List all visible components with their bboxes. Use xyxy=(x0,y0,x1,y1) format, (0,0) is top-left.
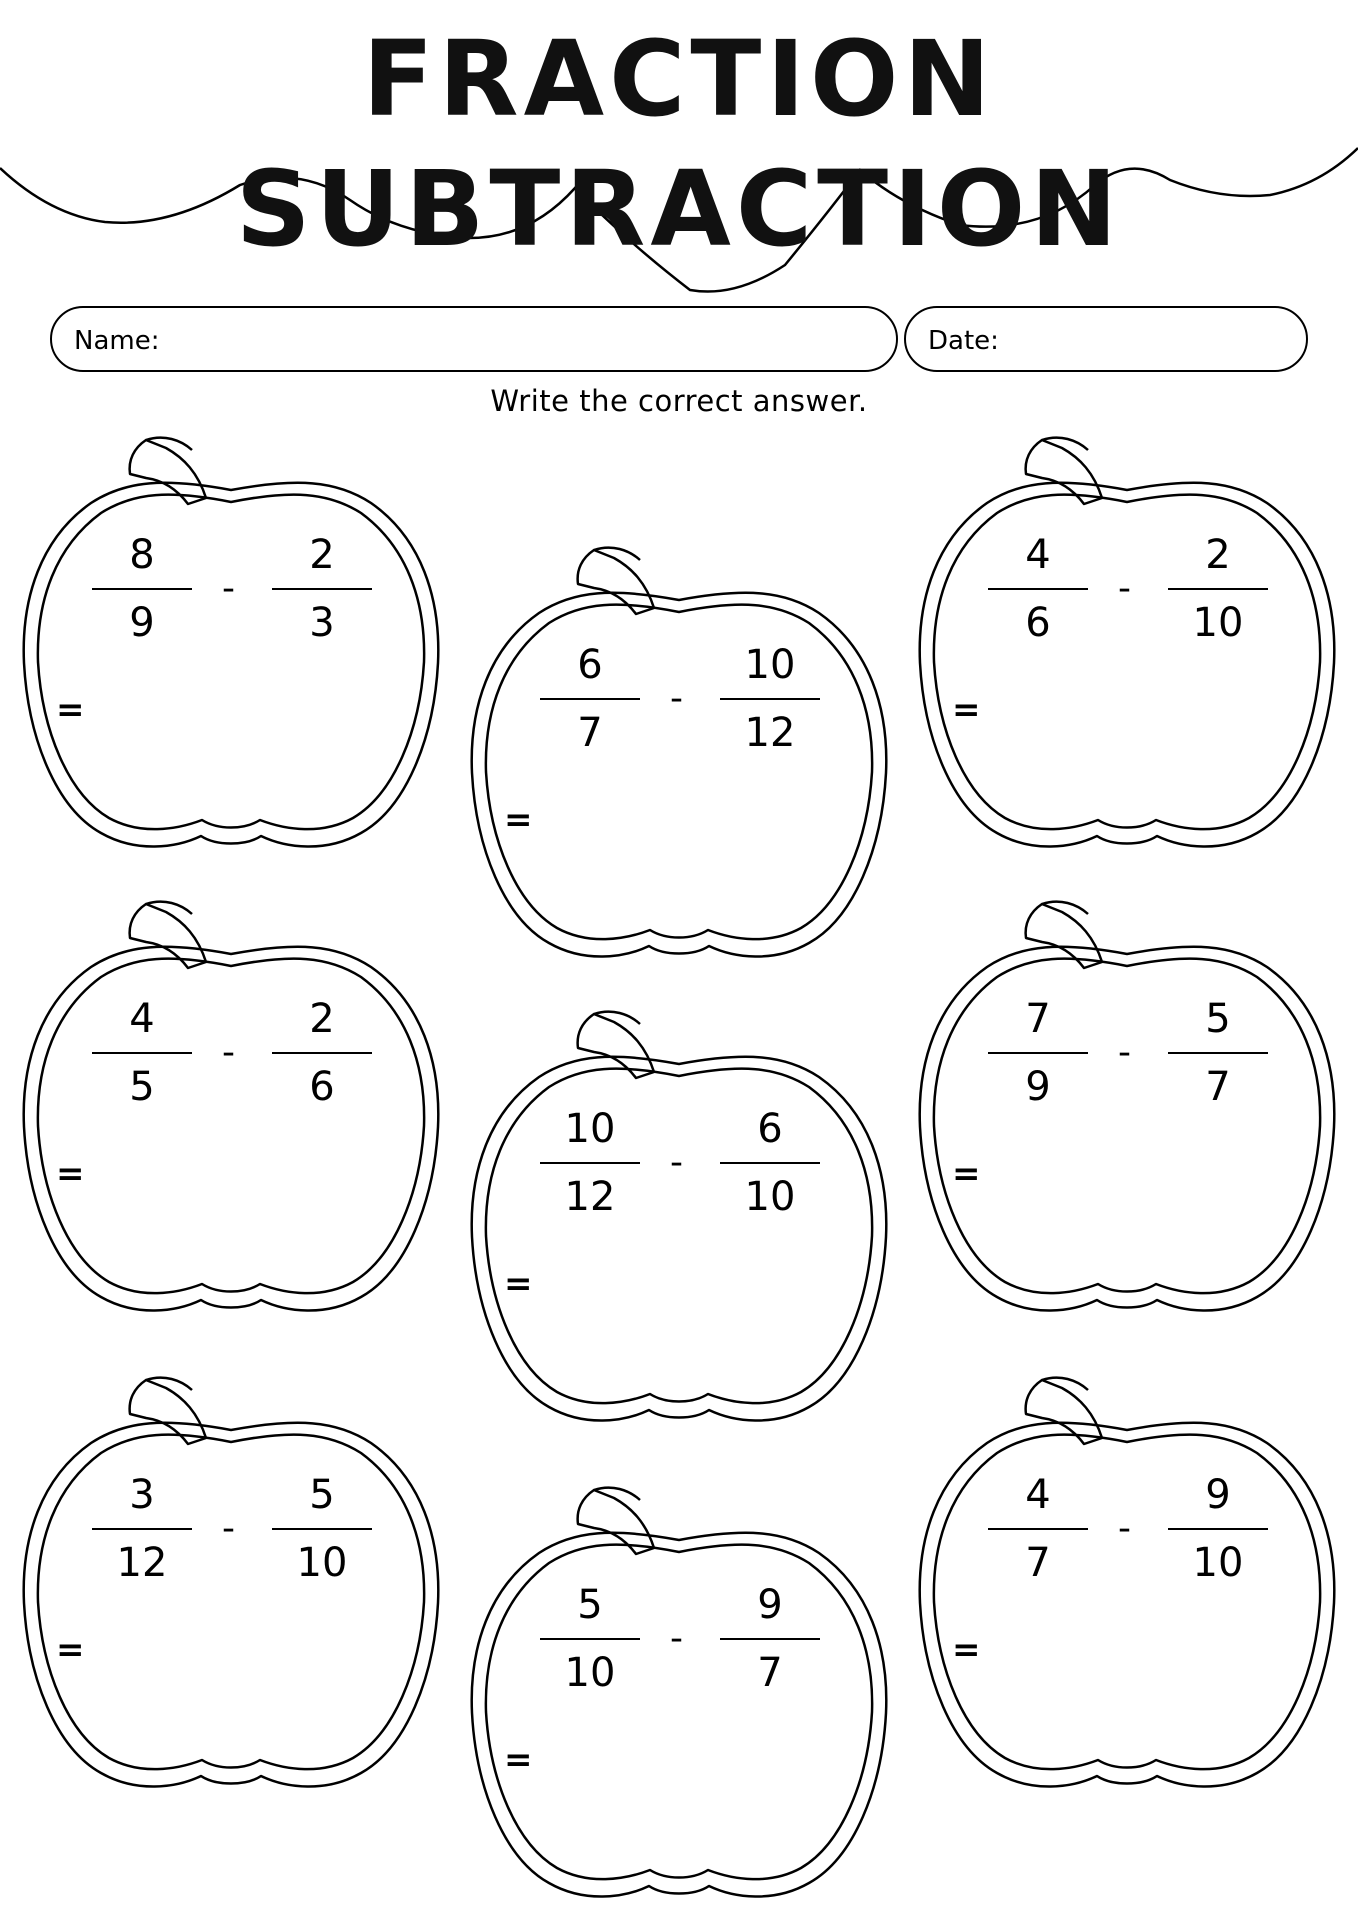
equals-sign: = xyxy=(952,1154,981,1194)
instruction-text: Write the correct answer. xyxy=(490,384,868,418)
fraction-bar xyxy=(540,1162,640,1164)
first-fraction xyxy=(92,1472,192,1586)
first-fraction xyxy=(540,1106,640,1220)
minus-sign: - xyxy=(670,678,683,719)
second-fraction xyxy=(272,996,372,1110)
first-fraction xyxy=(92,996,192,1110)
problem-card xyxy=(464,538,894,978)
second-numerator: 2 xyxy=(309,532,335,578)
answer-input[interactable] xyxy=(992,1150,1196,1202)
fraction-bar xyxy=(92,1052,192,1054)
fraction-bar xyxy=(720,698,820,700)
pumpkin-outline xyxy=(912,1368,1342,1808)
second-denominator: 12 xyxy=(744,710,796,756)
fraction-bar xyxy=(272,1052,372,1054)
first-fraction xyxy=(540,1582,640,1696)
first-denominator: 9 xyxy=(1025,1064,1051,1110)
answer-input[interactable] xyxy=(544,1736,748,1788)
fraction-bar xyxy=(540,1638,640,1640)
answer-input[interactable] xyxy=(96,1626,300,1678)
first-denominator: 9 xyxy=(129,600,155,646)
fraction-bar xyxy=(1168,1052,1268,1054)
name-input[interactable] xyxy=(164,318,868,364)
minus-sign: - xyxy=(222,1032,235,1073)
minus-sign: - xyxy=(670,1618,683,1659)
second-denominator: 3 xyxy=(309,600,335,646)
minus-sign: - xyxy=(1118,568,1131,609)
second-denominator: 10 xyxy=(1192,600,1244,646)
second-fraction xyxy=(272,532,372,646)
first-numerator: 8 xyxy=(129,532,155,578)
second-denominator: 6 xyxy=(309,1064,335,1110)
first-numerator: 3 xyxy=(129,1472,155,1518)
second-fraction xyxy=(720,642,820,756)
page-title: FRACTION SUBTRACTION xyxy=(235,18,1123,270)
pumpkin-outline xyxy=(464,538,894,978)
equals-sign: = xyxy=(56,1630,85,1670)
first-denominator: 7 xyxy=(1025,1540,1051,1586)
fraction-bar xyxy=(272,588,372,590)
answer-input[interactable] xyxy=(992,686,1196,738)
pumpkin-outline xyxy=(16,892,446,1332)
first-denominator: 5 xyxy=(129,1064,155,1110)
problem-card xyxy=(16,428,446,868)
header xyxy=(0,0,1358,300)
pumpkin-outline xyxy=(16,428,446,868)
equals-sign: = xyxy=(504,800,533,840)
problem-card xyxy=(16,1368,446,1808)
first-numerator: 4 xyxy=(1025,532,1051,578)
equals-sign: = xyxy=(504,1740,533,1780)
minus-sign: - xyxy=(670,1142,683,1183)
fraction-bar xyxy=(1168,1528,1268,1530)
problem-card xyxy=(912,892,1342,1332)
pumpkin-outline xyxy=(912,428,1342,868)
second-numerator: 6 xyxy=(757,1106,783,1152)
fraction-bar xyxy=(92,588,192,590)
first-numerator: 7 xyxy=(1025,996,1051,1042)
answer-input[interactable] xyxy=(96,1150,300,1202)
second-fraction xyxy=(1168,1472,1268,1586)
answer-input[interactable] xyxy=(544,1260,748,1312)
first-numerator: 4 xyxy=(1025,1472,1051,1518)
fraction-bar xyxy=(988,1052,1088,1054)
equals-sign: = xyxy=(952,1630,981,1670)
answer-input[interactable] xyxy=(96,686,300,738)
first-fraction xyxy=(92,532,192,646)
date-label: Date: xyxy=(928,326,999,356)
equals-sign: = xyxy=(504,1264,533,1304)
first-fraction xyxy=(988,996,1088,1110)
equals-sign: = xyxy=(952,690,981,730)
minus-sign: - xyxy=(1118,1508,1131,1549)
fraction-bar xyxy=(988,1528,1088,1530)
name-field xyxy=(50,306,898,372)
fraction-bar xyxy=(720,1162,820,1164)
fraction-bar xyxy=(540,698,640,700)
answer-input[interactable] xyxy=(992,1626,1196,1678)
second-denominator: 10 xyxy=(744,1174,796,1220)
second-numerator: 9 xyxy=(1205,1472,1231,1518)
first-denominator: 6 xyxy=(1025,600,1051,646)
equals-sign: = xyxy=(56,690,85,730)
answer-input[interactable] xyxy=(544,796,748,848)
second-fraction xyxy=(1168,996,1268,1110)
first-numerator: 10 xyxy=(564,1106,616,1152)
date-field xyxy=(904,306,1308,372)
second-numerator: 2 xyxy=(1205,532,1231,578)
minus-sign: - xyxy=(1118,1032,1131,1073)
first-numerator: 4 xyxy=(129,996,155,1042)
problem-card xyxy=(464,1478,894,1918)
first-numerator: 5 xyxy=(577,1582,603,1628)
second-denominator: 10 xyxy=(1192,1540,1244,1586)
fraction-bar xyxy=(1168,588,1268,590)
first-fraction xyxy=(988,532,1088,646)
second-numerator: 5 xyxy=(1205,996,1231,1042)
first-fraction xyxy=(988,1472,1088,1586)
fraction-bar xyxy=(92,1528,192,1530)
pumpkin-outline xyxy=(464,1478,894,1918)
problem-card xyxy=(16,892,446,1332)
second-numerator: 2 xyxy=(309,996,335,1042)
second-fraction xyxy=(1168,532,1268,646)
fraction-bar xyxy=(272,1528,372,1530)
name-label: Name: xyxy=(74,326,160,356)
second-fraction xyxy=(720,1106,820,1220)
fraction-bar xyxy=(988,588,1088,590)
first-denominator: 12 xyxy=(116,1540,168,1586)
pumpkin-outline xyxy=(912,892,1342,1332)
second-numerator: 9 xyxy=(757,1582,783,1628)
second-numerator: 5 xyxy=(309,1472,335,1518)
pumpkin-outline xyxy=(464,1002,894,1442)
pumpkin-outline xyxy=(16,1368,446,1808)
second-denominator: 7 xyxy=(757,1650,783,1696)
minus-sign: - xyxy=(222,568,235,609)
first-fraction xyxy=(540,642,640,756)
minus-sign: - xyxy=(222,1508,235,1549)
problem-card xyxy=(464,1002,894,1442)
equals-sign: = xyxy=(56,1154,85,1194)
second-fraction xyxy=(272,1472,372,1586)
second-fraction xyxy=(720,1582,820,1696)
problem-card xyxy=(912,1368,1342,1808)
first-denominator: 12 xyxy=(564,1174,616,1220)
first-denominator: 10 xyxy=(564,1650,616,1696)
second-denominator: 10 xyxy=(296,1540,348,1586)
date-input[interactable] xyxy=(1010,318,1284,364)
fraction-bar xyxy=(720,1638,820,1640)
first-numerator: 6 xyxy=(577,642,603,688)
first-denominator: 7 xyxy=(577,710,603,756)
problem-card xyxy=(912,428,1342,868)
second-numerator: 10 xyxy=(744,642,796,688)
second-denominator: 7 xyxy=(1205,1064,1231,1110)
